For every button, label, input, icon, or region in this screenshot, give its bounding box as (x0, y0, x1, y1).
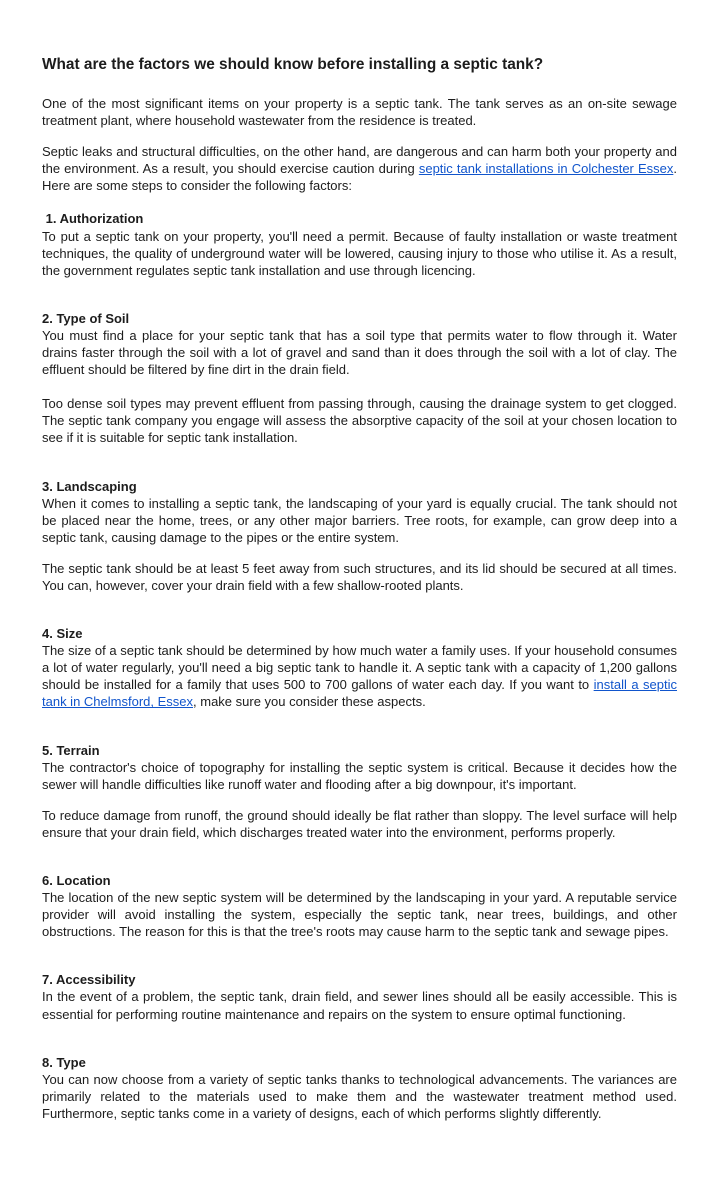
chelmsford-link[interactable]: install a septic tank in Chelmsford, Essex (42, 677, 678, 710)
section-type-of-soil (42, 310, 677, 447)
section-paragraph: The contractor's choice of topography for installing the septic system is critical. Because it decides how the sewer will handle difficulties like runoff water and flooding after a big downpour, it's important. (42, 759, 677, 792)
section-heading: 5. Terrain (42, 742, 100, 758)
section-paragraph (42, 642, 677, 710)
section-paragraph: To put a septic tank on your property, you'll need a permit. Because of faulty installation or waste treatment techniques, the quality of underground water will be lowered, causing injury to those who utilise it. As a result, the government regulates septic tank installation and use through licencing. (42, 228, 677, 278)
intro-text: Septic leaks and structural difficulties, on the other hand, are dangerous and can harm both your property and the environment. As a result, you should exercise caution during (42, 144, 677, 177)
section-paragraph: In the event of a problem, the septic tank, drain field, and sewer lines should all be easily accessible. This is essential for performing routine maintenance and repairs on the system to ensure optimal functioning. (42, 989, 677, 1022)
section-paragraph: The location of the new septic system will be determined by the landscaping in your yard. A reputable service provider will avoid installing the system, especially the septic tank, near trees, buildings, and other obstructions. The reason for this is that the tree's roots may cause harm to the septic tank and sewage pipes. (42, 890, 677, 940)
section-landscaping (42, 478, 677, 595)
section-heading: 4. Size (42, 626, 83, 642)
section-location (42, 872, 677, 940)
intro-text: One of the most significant items on your property is a septic tank. The tank serves as an on-site sewage treatment plant, where household wastewater from the residence is treated. (42, 96, 677, 129)
section-paragraph: You must find a place for your septic tank that has a soil type that permits water to flow through it. Water drains faster through the soil with a lot of gravel and sand than it does through the soil with a lot of clay. The effluent should be filtered by fine dirt in the drain field. (42, 327, 677, 378)
size-text: , make sure you consider these aspects. (193, 694, 426, 710)
section-heading: 7. Accessibility (42, 972, 136, 988)
section-paragraph: You can now choose from a variety of septic tanks thanks to technological advancements. The variances are primarily related to the materials used to make them and the wastewater treatment method used. Furthermore, septic tanks come in a variety of designs, each of which performs slightly differently. (42, 1071, 677, 1121)
section-heading: 2. Type of Soil (42, 310, 130, 326)
section-paragraph: To reduce damage from runoff, the ground should ideally be flat rather than sloppy. The level surface will help ensure that your drain field, which discharges treated water into the environment, performs properly. (42, 807, 677, 840)
intro-text: . Here are some steps to consider the following factors: (42, 161, 677, 194)
size-text: The size of a septic tank should be determined by how much water a family uses. If your household consumes a lot of water regularly, you'll need a big septic tank to handle it. A septic tank with a capacity of 1,200 gallons should be installed for a family that uses 500 to 700 gallons of water each day. If you want to (42, 643, 677, 693)
intro-paragraph-1 (42, 95, 677, 129)
section-size (42, 625, 677, 710)
intro-paragraph-2 (42, 143, 677, 194)
section-terrain (42, 742, 677, 841)
section-paragraph: The septic tank should be at least 5 feet away from such structures, and its lid should be secured at all times. You can, however, cover your drain field with a few shallow-rooted plants. (42, 560, 677, 593)
section-accessibility (42, 971, 677, 1022)
document-title: What are the factors we should know before installing a septic tank? (42, 56, 544, 73)
section-heading: 6. Location (42, 873, 111, 888)
section-heading: 3. Landscaping (42, 478, 137, 494)
section-type (42, 1054, 677, 1122)
colchester-link[interactable]: septic tank installations in Colchester Essex (418, 161, 674, 177)
section-authorization (42, 210, 677, 278)
section-paragraph: When it comes to installing a septic tank, the landscaping of your yard is equally crucial. The tank should not be placed near the home, trees, or any other major barriers. Tree roots, for example, can grow deep into a septic tank, causing damage to the pipes or the entire system. (42, 495, 677, 545)
section-heading: 8. Type (42, 1054, 86, 1070)
section-heading: 1. Authorization (42, 211, 144, 227)
section-paragraph: Too dense soil types may prevent effluent from passing through, causing the drainage system to get clogged. The septic tank company you engage will assess the absorptive capacity of the soil at your chosen location to see if it is suitable for septic tank installation. (42, 396, 677, 446)
